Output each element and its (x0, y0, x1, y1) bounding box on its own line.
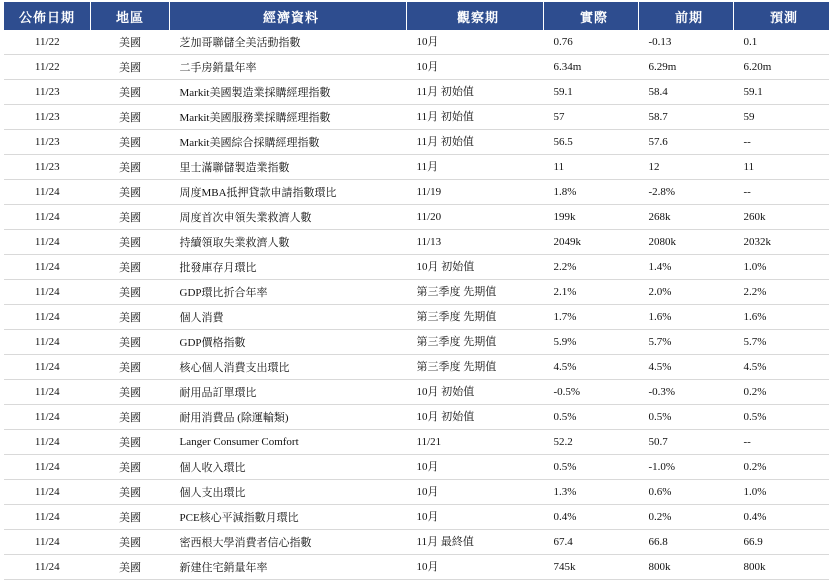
cell-item: 耐用消費品 (除運輸類) (170, 405, 407, 430)
cell-previous: 4.5% (639, 355, 734, 380)
cell-actual: 59.1 (544, 80, 639, 105)
cell-actual: 0.5% (544, 455, 639, 480)
cell-region: 美國 (91, 80, 170, 105)
cell-region: 美國 (91, 205, 170, 230)
cell-region: 美國 (91, 180, 170, 205)
cell-previous: 1.6% (639, 305, 734, 330)
cell-item: Markit美國綜合採購經理指數 (170, 130, 407, 155)
cell-period (407, 80, 544, 105)
cell-region: 美國 (91, 405, 170, 430)
cell-actual: 4.5% (544, 355, 639, 380)
cell-date: 11/24 (4, 480, 91, 505)
table-row[interactable] (4, 380, 829, 405)
cell-previous: 0.2% (639, 505, 734, 530)
table-row[interactable] (4, 130, 829, 155)
table-row[interactable] (4, 530, 829, 555)
cell-period-text: 10月 (416, 561, 439, 573)
cell-previous: 800k (639, 555, 734, 580)
cell-period-text: 11/21 (416, 436, 442, 448)
cell-date: 11/24 (4, 455, 91, 480)
column-header-previous[interactable]: 前期 (639, 2, 734, 30)
table-row[interactable] (4, 305, 829, 330)
cell-region: 美國 (91, 355, 170, 380)
cell-actual: 2.2% (544, 255, 639, 280)
cell-item: 批發庫存月環比 (170, 255, 407, 280)
cell-forecast: 11 (734, 155, 829, 180)
table-row[interactable] (4, 105, 829, 130)
cell-period-text: 第三季度 先期值 (416, 361, 497, 373)
cell-period-text: 11/19 (416, 186, 442, 198)
cell-period-text: 10月 (416, 511, 439, 523)
cell-forecast: 59 (734, 105, 829, 130)
cell-date: 11/23 (4, 130, 91, 155)
cell-forecast: 260k (734, 205, 829, 230)
cell-forecast: 0.5% (734, 405, 829, 430)
cell-forecast: 0.1 (734, 30, 829, 55)
column-header-forecast[interactable]: 預測 (734, 2, 829, 30)
cell-item: 密西根大學消費者信心指數 (170, 530, 407, 555)
cell-region: 美國 (91, 430, 170, 455)
cell-period-text: 11/13 (416, 236, 442, 248)
table-row[interactable] (4, 180, 829, 205)
cell-period-text: 第三季度 先期值 (416, 286, 497, 298)
cell-region: 美國 (91, 480, 170, 505)
table-row[interactable] (4, 280, 829, 305)
table-header-row (4, 2, 829, 30)
cell-item: 核心個人消費支出環比 (170, 355, 407, 380)
cell-period (407, 30, 544, 55)
cell-period-text: 10月 初始值 (416, 386, 475, 398)
cell-previous: 2.0% (639, 280, 734, 305)
cell-region: 美國 (91, 280, 170, 305)
cell-previous: 50.7 (639, 430, 734, 455)
cell-previous: -2.8% (639, 180, 734, 205)
cell-previous: -0.13 (639, 30, 734, 55)
table-row[interactable] (4, 155, 829, 180)
cell-region: 美國 (91, 530, 170, 555)
cell-item: 個人消費 (170, 305, 407, 330)
cell-period (407, 180, 544, 205)
cell-forecast: 1.0% (734, 480, 829, 505)
cell-period-text: 11月 (416, 161, 439, 173)
cell-previous: -0.3% (639, 380, 734, 405)
cell-region: 美國 (91, 305, 170, 330)
cell-period (407, 155, 544, 180)
cell-date: 11/24 (4, 280, 91, 305)
cell-actual: 1.8% (544, 180, 639, 205)
cell-period-text: 11/20 (416, 211, 442, 223)
table-row[interactable] (4, 55, 829, 80)
cell-date: 11/24 (4, 430, 91, 455)
cell-region: 美國 (91, 130, 170, 155)
table-row[interactable] (4, 405, 829, 430)
column-header-region[interactable]: 地區 (91, 2, 170, 30)
cell-period-text: 第三季度 先期值 (416, 311, 497, 323)
cell-previous: 66.8 (639, 530, 734, 555)
cell-forecast: 0.2% (734, 455, 829, 480)
cell-previous: 12 (639, 155, 734, 180)
cell-region: 美國 (91, 105, 170, 130)
cell-date: 11/24 (4, 230, 91, 255)
cell-actual: 2049k (544, 230, 639, 255)
cell-date: 11/23 (4, 80, 91, 105)
cell-forecast: 6.20m (734, 55, 829, 80)
cell-item: PCE核心平減指數月環比 (170, 505, 407, 530)
cell-period (407, 255, 544, 280)
cell-period (407, 555, 544, 580)
table-row[interactable] (4, 355, 829, 380)
cell-date: 11/24 (4, 205, 91, 230)
table-row[interactable] (4, 80, 829, 105)
cell-date: 11/24 (4, 380, 91, 405)
table-row[interactable] (4, 555, 829, 580)
cell-date: 11/24 (4, 530, 91, 555)
cell-item: 耐用品訂單環比 (170, 380, 407, 405)
cell-item: 二手房銷量年率 (170, 55, 407, 80)
table-header (4, 2, 829, 30)
column-header-period[interactable]: 觀察期 (407, 2, 544, 30)
column-header-item[interactable]: 經濟資料 (170, 2, 407, 30)
cell-period (407, 205, 544, 230)
table-row[interactable] (4, 430, 829, 455)
economic-calendar-table (4, 2, 829, 580)
cell-actual: 2.1% (544, 280, 639, 305)
cell-forecast: 1.6% (734, 305, 829, 330)
cell-date: 11/24 (4, 255, 91, 280)
cell-previous: 0.6% (639, 480, 734, 505)
cell-region: 美國 (91, 30, 170, 55)
table-row[interactable] (4, 330, 829, 355)
table-body (4, 30, 829, 580)
cell-region: 美國 (91, 55, 170, 80)
cell-item: 持續領取失業救濟人數 (170, 230, 407, 255)
cell-date: 11/24 (4, 505, 91, 530)
cell-actual: 1.3% (544, 480, 639, 505)
cell-region: 美國 (91, 555, 170, 580)
cell-period (407, 230, 544, 255)
cell-period-text: 10月 初始值 (416, 411, 475, 423)
cell-period (407, 355, 544, 380)
cell-period-text: 11月 初始值 (416, 86, 474, 98)
cell-period-text: 11月 最終值 (416, 536, 474, 548)
cell-date: 11/24 (4, 405, 91, 430)
cell-period-text: 10月 初始值 (416, 261, 475, 273)
cell-forecast: 4.5% (734, 355, 829, 380)
cell-period (407, 480, 544, 505)
cell-period (407, 380, 544, 405)
cell-period-text: 10月 (416, 36, 439, 48)
cell-actual: 0.5% (544, 405, 639, 430)
cell-actual: 52.2 (544, 430, 639, 455)
cell-forecast: 0.4% (734, 505, 829, 530)
cell-date: 11/23 (4, 105, 91, 130)
table-row[interactable] (4, 505, 829, 530)
cell-item: 里士滿聯儲製造業指數 (170, 155, 407, 180)
table-row[interactable] (4, 455, 829, 480)
cell-item: Markit美國服務業採購經理指數 (170, 105, 407, 130)
cell-date: 11/22 (4, 30, 91, 55)
cell-forecast: 5.7% (734, 330, 829, 355)
cell-forecast: -- (734, 180, 829, 205)
table-row[interactable] (4, 255, 829, 280)
cell-actual: -0.5% (544, 380, 639, 405)
cell-period-text: 10月 (416, 486, 439, 498)
cell-date: 11/24 (4, 305, 91, 330)
cell-period-text: 10月 (416, 61, 439, 73)
cell-item: Markit美國製造業採購經理指數 (170, 80, 407, 105)
cell-date: 11/23 (4, 155, 91, 180)
cell-previous: 6.29m (639, 55, 734, 80)
cell-period-text: 第三季度 先期值 (416, 336, 497, 348)
cell-item: 周度MBA抵押貸款申請指數環比 (170, 180, 407, 205)
cell-period (407, 130, 544, 155)
cell-forecast: 66.9 (734, 530, 829, 555)
cell-region: 美國 (91, 255, 170, 280)
cell-forecast: 0.2% (734, 380, 829, 405)
cell-region: 美國 (91, 155, 170, 180)
cell-period (407, 405, 544, 430)
cell-item: GDP環比折合年率 (170, 280, 407, 305)
column-header-actual[interactable]: 實際 (544, 2, 639, 30)
cell-previous: 268k (639, 205, 734, 230)
table-row[interactable] (4, 30, 829, 55)
cell-forecast: 2032k (734, 230, 829, 255)
cell-period (407, 105, 544, 130)
cell-previous: 0.5% (639, 405, 734, 430)
cell-date: 11/22 (4, 55, 91, 80)
cell-date: 11/24 (4, 330, 91, 355)
cell-period (407, 330, 544, 355)
cell-period-text: 11月 初始值 (416, 111, 474, 123)
cell-item: 個人收入環比 (170, 455, 407, 480)
cell-actual: 5.9% (544, 330, 639, 355)
cell-actual: 0.76 (544, 30, 639, 55)
cell-forecast: 1.0% (734, 255, 829, 280)
cell-period (407, 505, 544, 530)
cell-item: 周度首次申領失業救濟人數 (170, 205, 407, 230)
cell-forecast: 2.2% (734, 280, 829, 305)
cell-item: GDP價格指數 (170, 330, 407, 355)
cell-actual: 1.7% (544, 305, 639, 330)
table-row[interactable] (4, 480, 829, 505)
cell-region: 美國 (91, 380, 170, 405)
cell-actual: 0.4% (544, 505, 639, 530)
table-row[interactable] (4, 205, 829, 230)
cell-actual: 6.34m (544, 55, 639, 80)
cell-actual: 11 (544, 155, 639, 180)
cell-period (407, 455, 544, 480)
cell-item: 個人支出環比 (170, 480, 407, 505)
cell-forecast: -- (734, 430, 829, 455)
cell-date: 11/24 (4, 180, 91, 205)
cell-previous: 58.7 (639, 105, 734, 130)
column-header-date[interactable]: 公佈日期 (4, 2, 91, 30)
cell-region: 美國 (91, 505, 170, 530)
cell-previous: -1.0% (639, 455, 734, 480)
cell-date: 11/24 (4, 555, 91, 580)
cell-actual: 199k (544, 205, 639, 230)
table-row[interactable] (4, 230, 829, 255)
cell-previous: 1.4% (639, 255, 734, 280)
cell-item: Langer Consumer Comfort (170, 430, 407, 455)
cell-period (407, 55, 544, 80)
cell-period (407, 305, 544, 330)
cell-forecast: 59.1 (734, 80, 829, 105)
cell-period-text: 10月 (416, 461, 439, 473)
cell-date: 11/24 (4, 355, 91, 380)
cell-period-text: 11月 初始值 (416, 136, 474, 148)
cell-period (407, 530, 544, 555)
cell-actual: 745k (544, 555, 639, 580)
cell-actual: 56.5 (544, 130, 639, 155)
cell-previous: 2080k (639, 230, 734, 255)
cell-previous: 58.4 (639, 80, 734, 105)
cell-item: 新建住宅銷量年率 (170, 555, 407, 580)
cell-previous: 57.6 (639, 130, 734, 155)
cell-region: 美國 (91, 330, 170, 355)
cell-forecast: -- (734, 130, 829, 155)
cell-period (407, 430, 544, 455)
cell-item: 芝加哥聯儲全美活動指數 (170, 30, 407, 55)
cell-region: 美國 (91, 455, 170, 480)
cell-previous: 5.7% (639, 330, 734, 355)
cell-period (407, 280, 544, 305)
cell-actual: 67.4 (544, 530, 639, 555)
cell-actual: 57 (544, 105, 639, 130)
cell-region: 美國 (91, 230, 170, 255)
cell-forecast: 800k (734, 555, 829, 580)
